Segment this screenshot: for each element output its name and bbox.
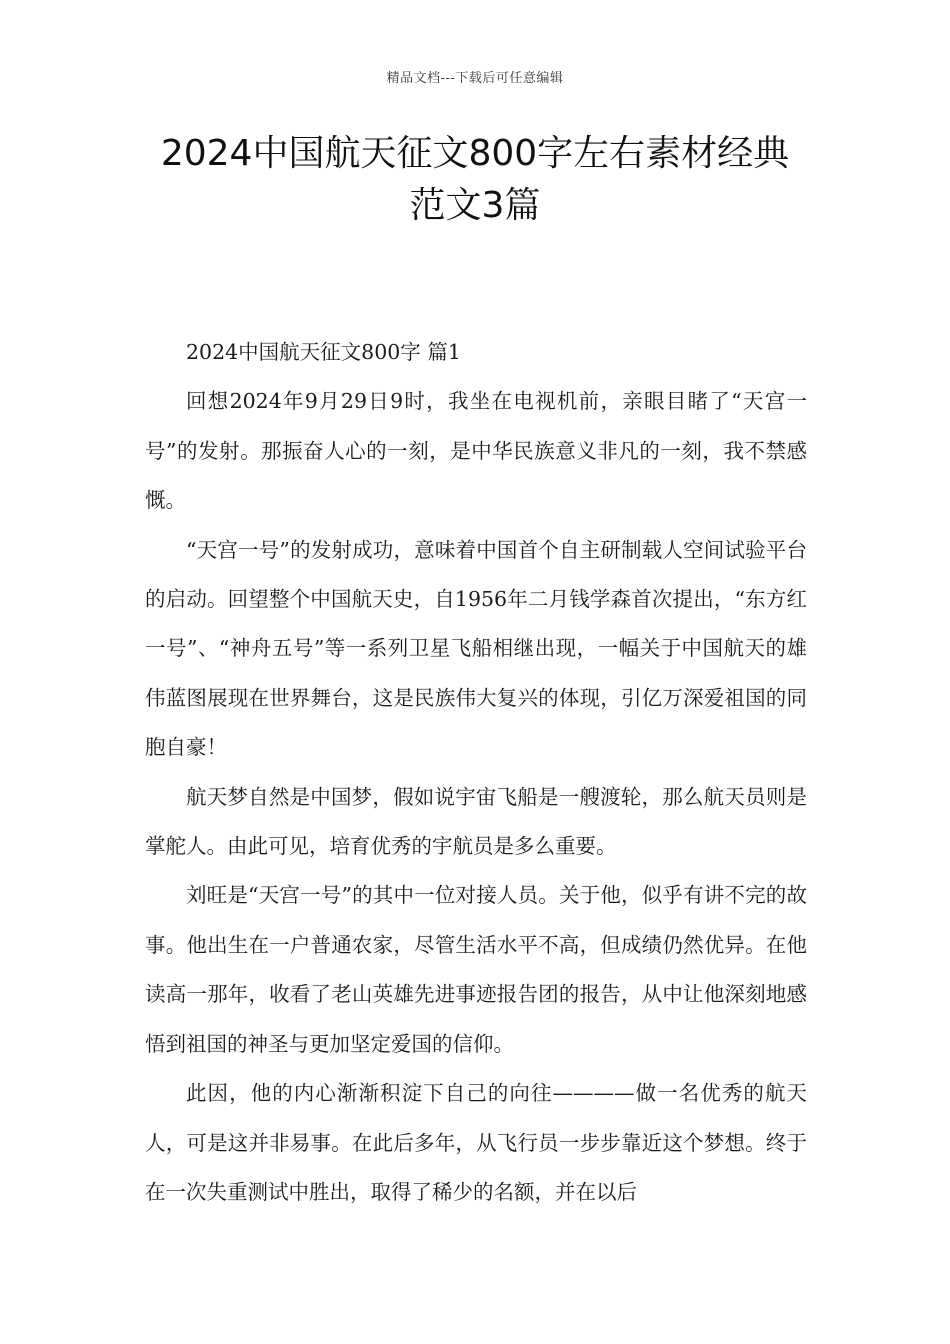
document-title — [100, 128, 850, 232]
header-note: 精品文档---下载后可任意编辑 — [386, 71, 564, 86]
title-line-1: 2024中国航天征文800字左右素材经典 — [160, 133, 790, 174]
paragraph-2: “天宫一号”的发射成功，意味着中国首个自主研制载人空间试验平台的启动。回望整个中国航天史，自1956年二月钱学森首次提出，“东方红一号”、“神舟五号”等一系列卫星飞船相继出现，一幅关于中国航天的雄伟蓝图展现在世界舞台，这是民族伟大复兴的体现，引亿万深爱祖国的同胞自豪！ — [145, 537, 807, 760]
title-line-2: 范文3篇 — [409, 185, 541, 226]
section-heading: 2024中国航天征文800字 篇1 — [186, 340, 461, 364]
article-body — [145, 328, 807, 1217]
paragraph-5: 此因，他的内心渐渐积淀下自己的向往————做一名优秀的航天人，可是这并非易事。在此后多年，从飞行员一步步靠近这个梦想。终于在一次失重测试中胜出，取得了稀少的名额，并在以后 — [145, 1081, 807, 1204]
paragraph-1: 回想2024年9月29日9时，我坐在电视机前，亲眼目睹了“天宫一号”的发射。那振奋人心的一刻，是中华民族意义非凡的一刻，我不禁感慨。 — [145, 389, 807, 513]
paragraph-4: 刘旺是“天宫一号”的其中一位对接人员。关于他，似乎有讲不完的故事。他出生在一户普通农家，尽管生活水平不高，但成绩仍然优异。在他读高一那年，收看了老山英雄先进事迹报告团的报告，从中让他深刻地感悟到祖国的神圣与更加坚定爱国的信仰。 — [145, 883, 807, 1056]
paragraph-3: 航天梦自然是中国梦，假如说宇宙飞船是一艘渡轮，那么航天员则是掌舵人。由此可见，培育优秀的宇航员是多么重要。 — [145, 784, 807, 859]
